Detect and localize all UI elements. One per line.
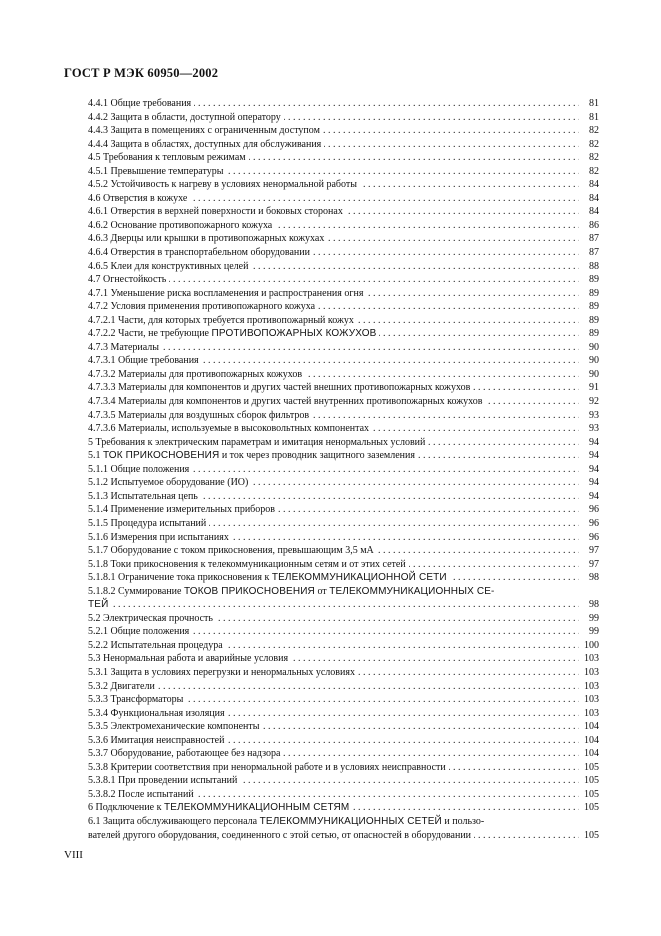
- toc-entry[interactable]: [88, 151, 599, 165]
- toc-text: 4.6 Отверстия в кожухе: [88, 192, 188, 204]
- toc-page-number: 97: [579, 558, 599, 572]
- toc-page-number: 82: [579, 138, 599, 152]
- toc-page-number: 96: [579, 531, 599, 545]
- toc-page-number: 86: [579, 219, 599, 233]
- toc-page-number: 82: [579, 124, 599, 138]
- toc-text: 5.3.6 Имитация неисправностей: [88, 734, 225, 746]
- toc-entry[interactable]: [88, 354, 599, 368]
- toc-entry[interactable]: [88, 707, 599, 721]
- toc-page-number: 103: [579, 666, 599, 680]
- toc-entry[interactable]: [88, 273, 599, 287]
- toc-page-number: 99: [579, 612, 599, 626]
- defined-term: ТЕЛЕКОММУНИКАЦИОННЫМ СЕТЯМ: [163, 802, 350, 814]
- toc-text: 5.3.1 Защита в условиях перегрузки и ненормальных условиях: [88, 666, 355, 678]
- toc-entry-title: [88, 219, 275, 233]
- toc-text: 5.3 Ненормальная работа и аварийные условия: [88, 653, 289, 665]
- toc-entry[interactable]: [88, 341, 599, 355]
- toc-page-number: 96: [579, 517, 599, 531]
- toc-page-number: 82: [579, 151, 599, 165]
- toc-page-number: 103: [579, 652, 599, 666]
- toc-text: 4.7.3.3 Материалы для компонентов и других частей внешних противопожарных кожухов: [88, 382, 471, 394]
- toc-entry[interactable]: [88, 558, 599, 572]
- toc-entry-title: [88, 720, 262, 734]
- toc-entry[interactable]: [88, 544, 599, 558]
- toc-entry[interactable]: [88, 720, 599, 734]
- toc-page-number: 104: [579, 720, 599, 734]
- toc-entry[interactable]: [88, 531, 599, 545]
- defined-term: ТЕЛЕКОММУНИКАЦИОННОЙ СЕТИ: [271, 572, 447, 584]
- toc-entry[interactable]: [88, 165, 599, 179]
- toc-page-number: 96: [579, 503, 599, 517]
- toc-entry-title: [88, 273, 169, 287]
- toc-entry-title: [88, 368, 305, 382]
- toc-entry-title: [88, 97, 194, 111]
- toc-entry[interactable]: [88, 287, 599, 301]
- toc-entry[interactable]: [88, 124, 599, 138]
- toc-text: 5.3.8.1 При проведении испытаний: [88, 775, 238, 787]
- toc-page-number: 103: [579, 707, 599, 721]
- dot-leader: [88, 341, 599, 355]
- toc-entry-title: [88, 165, 226, 179]
- toc-text: 5.2 Электрическая прочность: [88, 612, 213, 624]
- toc-page-number: 104: [579, 747, 599, 761]
- toc-page-number: 84: [579, 205, 599, 219]
- toc-entry-title: [88, 598, 111, 612]
- defined-term: ПРОТИВОПОЖАРНЫХ КОЖУХОВ: [211, 328, 377, 340]
- toc-entry-title: [88, 260, 251, 274]
- toc-entry-title: [88, 652, 291, 666]
- toc-entry-title: [88, 666, 358, 680]
- toc-text: 5.1.3 Испытательная цепь: [88, 490, 198, 502]
- toc-page-number: 91: [579, 381, 599, 395]
- toc-entry-title: [88, 246, 313, 260]
- table-of-contents: [88, 97, 599, 842]
- toc-entry-title: [88, 300, 318, 314]
- toc-text: и пользо-: [441, 815, 485, 827]
- toc-page-number: 90: [579, 341, 599, 355]
- toc-page-number: 84: [579, 178, 599, 192]
- toc-entry[interactable]: [88, 747, 599, 761]
- toc-page-number: 98: [579, 571, 599, 585]
- toc-text: от: [314, 585, 330, 597]
- toc-entry[interactable]: [88, 300, 599, 314]
- toc-entry[interactable]: [88, 395, 599, 409]
- toc-page-number: 105: [579, 829, 599, 843]
- toc-page-number: 104: [579, 734, 599, 748]
- toc-entry-title: [88, 449, 418, 463]
- page-number: VIII: [64, 849, 83, 861]
- toc-text: 4.6.3 Дверцы или крышки в противопожарных кожухах: [88, 233, 325, 245]
- toc-text: 5.3.8.2 После испытаний: [88, 788, 194, 800]
- toc-text: 5.1.1 Общие положения: [88, 463, 190, 475]
- toc-page-number: 105: [579, 788, 599, 802]
- toc-text: 4.7 Огнестойкость: [88, 274, 167, 286]
- toc-entry[interactable]: [88, 192, 599, 206]
- toc-entry[interactable]: [88, 612, 599, 626]
- toc-page-number: 103: [579, 680, 599, 694]
- toc-entry[interactable]: [88, 571, 599, 585]
- toc-entry-title: [88, 747, 283, 761]
- toc-text: 5.3.2 Двигатели: [88, 680, 155, 692]
- toc-page-number: 93: [579, 409, 599, 423]
- toc-page-number: 94: [579, 449, 599, 463]
- toc-entry[interactable]: [88, 381, 599, 395]
- toc-page-number: 94: [579, 490, 599, 504]
- toc-entry[interactable]: [88, 652, 599, 666]
- toc-entry[interactable]: [88, 463, 599, 477]
- toc-text: 5.1.8.1 Ограничение тока прикосновения к: [88, 572, 272, 584]
- toc-text: 4.7.3.1 Общие требования: [88, 355, 199, 367]
- toc-text: 5 Требования к электрическим параметрам и имитация ненормальных условий: [88, 436, 426, 448]
- toc-text: 4.6.2 Основание противопожарного кожуха: [88, 219, 273, 231]
- toc-page-number: 105: [579, 774, 599, 788]
- toc-entry-title: [88, 544, 377, 558]
- toc-page-number: 105: [579, 801, 599, 815]
- toc-page-number: 89: [579, 273, 599, 287]
- toc-entry-title: [88, 503, 278, 517]
- toc-text: 5.1: [88, 450, 103, 462]
- toc-entry[interactable]: [88, 734, 599, 748]
- toc-entry-title: [88, 571, 450, 585]
- toc-entry[interactable]: [88, 476, 599, 490]
- toc-entry[interactable]: [88, 503, 599, 517]
- toc-text: 5.1.8.2 Суммирование: [88, 585, 184, 597]
- toc-text: 6.1 Защита обслуживающего персонала: [88, 815, 260, 827]
- toc-entry-title: [88, 205, 346, 219]
- toc-text: 4.5.2 Устойчивость к нагреву в условиях ненормальной работы: [88, 179, 357, 191]
- toc-entry[interactable]: [88, 314, 599, 328]
- toc-entry-title: [88, 815, 599, 829]
- toc-page-number: 94: [579, 476, 599, 490]
- toc-entry-title: [88, 111, 284, 125]
- toc-text: 5.3.3 Трансформаторы: [88, 694, 184, 706]
- toc-entry[interactable]: [88, 801, 599, 815]
- toc-text: 5.3.4 Функциональная изоляция: [88, 707, 225, 719]
- toc-entry[interactable]: [88, 761, 599, 775]
- defined-term: ТЕЛЕКОММУНИКАЦИОННЫХ СЕТЕЙ: [259, 815, 442, 827]
- toc-text: 4.6.4 Отверстия в транспортабельном оборудовании: [88, 247, 310, 259]
- toc-entry-title: [88, 287, 366, 301]
- toc-entry-title: [88, 476, 251, 490]
- toc-entry[interactable]: [88, 449, 599, 463]
- toc-page-number: 99: [579, 625, 599, 639]
- toc-entry-title: [88, 707, 228, 721]
- toc-entry-title: [88, 192, 190, 206]
- toc-entry-title: [88, 531, 232, 545]
- toc-entry[interactable]: [88, 246, 599, 260]
- toc-page-number: 100: [579, 639, 599, 653]
- toc-text: 4.5.1 Превышение температуры: [88, 165, 224, 177]
- toc-entry[interactable]: [88, 774, 599, 788]
- toc-text: 4.7.2.1 Части, для которых требуется противопожарный кожух: [88, 314, 354, 326]
- toc-text: 5.1.2 Испытуемое оборудование (ИО): [88, 477, 249, 489]
- toc-text: 5.1.7 Оборудование с током прикосновения, превышающим 3,5 мА: [88, 545, 374, 557]
- toc-entry-title: [88, 612, 216, 626]
- toc-page-number: 89: [579, 300, 599, 314]
- toc-page-number: 88: [579, 260, 599, 274]
- toc-entry-title: [88, 734, 227, 748]
- toc-entry[interactable]: [88, 625, 599, 639]
- toc-text: 4.6.5 Клеи для конструктивных целей: [88, 260, 249, 272]
- toc-entry[interactable]: [88, 205, 599, 219]
- toc-text: 4.7.2 Условия применения противопожарного кожуха: [88, 301, 316, 313]
- toc-entry-title: [88, 774, 240, 788]
- toc-entry[interactable]: [88, 260, 599, 274]
- toc-entry-title: [88, 151, 249, 165]
- toc-entry[interactable]: [88, 178, 599, 192]
- dot-leader: [88, 598, 599, 612]
- toc-page-number: 93: [579, 422, 599, 436]
- toc-entry-title: [88, 178, 360, 192]
- toc-text: 4.5 Требования к тепловым режимам: [88, 152, 246, 164]
- toc-text: 4.4.3 Защита в помещениях с ограниченным доступом: [88, 125, 320, 137]
- toc-text: 5.3.5 Электромеханические компоненты: [88, 721, 260, 733]
- defined-term: ТОК ПРИКОСНОВЕНИЯ: [103, 450, 220, 462]
- toc-page-number: 84: [579, 192, 599, 206]
- toc-page-number: 82: [579, 165, 599, 179]
- toc-entry-title: [88, 422, 372, 436]
- toc-entry-title: [88, 395, 485, 409]
- toc-text: 4.4.4 Защита в областях, доступных для обслуживания: [88, 138, 322, 150]
- toc-entry-title: [88, 463, 192, 477]
- toc-page-number: 87: [579, 232, 599, 246]
- toc-entry[interactable]: [88, 327, 599, 341]
- defined-term: ТЕЛЕКОММУНИКАЦИОННЫХ СЕ-: [329, 585, 495, 597]
- toc-text: 4.7.3 Материалы: [88, 341, 159, 353]
- toc-page-number: 89: [579, 327, 599, 341]
- toc-entry-title: [88, 138, 324, 152]
- toc-page-number: 97: [579, 544, 599, 558]
- toc-entry-title: [88, 585, 599, 599]
- toc-text: 5.1.4 Применение измерительных приборов: [88, 504, 275, 516]
- dot-leader: [88, 680, 599, 694]
- toc-entry[interactable]: [88, 436, 599, 450]
- toc-page-number: 94: [579, 436, 599, 450]
- toc-entry[interactable]: [88, 666, 599, 680]
- toc-text: и ток через проводник защитного заземления: [219, 450, 415, 462]
- toc-text: 5.1.5 Процедура испытаний: [88, 517, 207, 529]
- toc-entry-title: [88, 639, 226, 653]
- toc-page-number: 89: [579, 287, 599, 301]
- toc-entry-title: [88, 788, 197, 802]
- toc-entry-title: [88, 801, 352, 815]
- toc-text: вателей другого оборудования, соединенного с этой сетью, от опасностей в оборудовании: [88, 829, 472, 841]
- toc-entry[interactable]: [88, 517, 599, 531]
- defined-term: ТЕЙ: [88, 599, 109, 611]
- toc-page-number: 81: [579, 97, 599, 111]
- toc-entry-title: [88, 381, 473, 395]
- toc-page-number: 92: [579, 395, 599, 409]
- toc-entry-title: [88, 490, 201, 504]
- toc-text: 5.2.1 Общие положения: [88, 626, 190, 638]
- toc-entry-title: [88, 314, 357, 328]
- document-header: ГОСТ Р МЭК 60950—2002: [64, 66, 219, 80]
- toc-page-number: 81: [579, 111, 599, 125]
- toc-entry-title: [88, 354, 202, 368]
- toc-entry[interactable]: [88, 815, 599, 829]
- toc-text: 4.4.1 Общие требования: [88, 98, 192, 109]
- defined-term: ТОКОВ ПРИКОСНОВЕНИЯ: [183, 585, 315, 597]
- toc-page-number: 87: [579, 246, 599, 260]
- toc-entry[interactable]: [88, 232, 599, 246]
- toc-entry[interactable]: [88, 368, 599, 382]
- toc-text: 4.7.3.4 Материалы для компонентов и других частей внутренних противопожарных кожухов: [88, 396, 483, 408]
- toc-entry-title: [88, 761, 449, 775]
- toc-page-number: 90: [579, 368, 599, 382]
- toc-text: 4.7.1 Уменьшение риска воспламенения и распространения огня: [88, 287, 364, 299]
- toc-entry-title: [88, 693, 186, 707]
- toc-text: 4.7.3.5 Материалы для воздушных сборок фильтров: [88, 409, 310, 421]
- toc-entry[interactable]: [88, 409, 599, 423]
- toc-entry-title: [88, 409, 312, 423]
- toc-page-number: 105: [579, 761, 599, 775]
- toc-entry[interactable]: [88, 598, 599, 612]
- toc-entry[interactable]: [88, 585, 599, 599]
- toc-entry-title: [88, 558, 409, 572]
- toc-entry-title: [88, 436, 428, 450]
- toc-page-number: 94: [579, 463, 599, 477]
- toc-text: 4.4.2 Защита в области, доступной оператору: [88, 111, 281, 123]
- toc-text: 5.2.2 Испытательная процедура: [88, 639, 223, 651]
- toc-entry[interactable]: [88, 639, 599, 653]
- toc-page-number: 98: [579, 598, 599, 612]
- toc-entry-title: [88, 680, 158, 694]
- toc-entry-title: [88, 232, 327, 246]
- toc-entry[interactable]: [88, 829, 599, 843]
- toc-text: 4.7.2.2 Части, не требующие: [88, 328, 212, 340]
- toc-text: 4.7.3.6 Материалы, используемые в высоковольтных компонентах: [88, 423, 370, 435]
- toc-entry[interactable]: [88, 111, 599, 125]
- toc-entry[interactable]: [88, 97, 599, 111]
- toc-page-number: 90: [579, 354, 599, 368]
- toc-entry[interactable]: [88, 422, 599, 436]
- toc-text: 5.1.6 Измерения при испытаниях: [88, 531, 229, 543]
- toc-page-number: 103: [579, 693, 599, 707]
- toc-entry[interactable]: [88, 788, 599, 802]
- toc-entry-title: [88, 517, 209, 531]
- toc-entry[interactable]: [88, 680, 599, 694]
- toc-entry-title: [88, 625, 192, 639]
- toc-page-number: 89: [579, 314, 599, 328]
- toc-entry[interactable]: [88, 693, 599, 707]
- toc-entry[interactable]: [88, 490, 599, 504]
- toc-text: 4.7.3.2 Материалы для противопожарных кожухов: [88, 368, 303, 380]
- toc-text: 6 Подключение к: [88, 802, 164, 814]
- toc-entry-title: [88, 341, 162, 355]
- toc-entry-title: [88, 124, 323, 138]
- toc-text: 5.1.8 Токи прикосновения к телекоммуникационным сетям и от этих сетей: [88, 558, 406, 570]
- toc-text: 5.3.7 Оборудование, работающее без надзора: [88, 748, 281, 760]
- toc-text: 5.3.8 Критерии соответствия при ненормальной работе и в условиях неисправности: [88, 761, 446, 773]
- toc-text: 4.6.1 Отверстия в верхней поверхности и боковых сторонах: [88, 206, 343, 218]
- toc-entry-title: [88, 327, 379, 341]
- toc-entry[interactable]: [88, 219, 599, 233]
- toc-entry-title: [88, 829, 474, 843]
- toc-entry[interactable]: [88, 138, 599, 152]
